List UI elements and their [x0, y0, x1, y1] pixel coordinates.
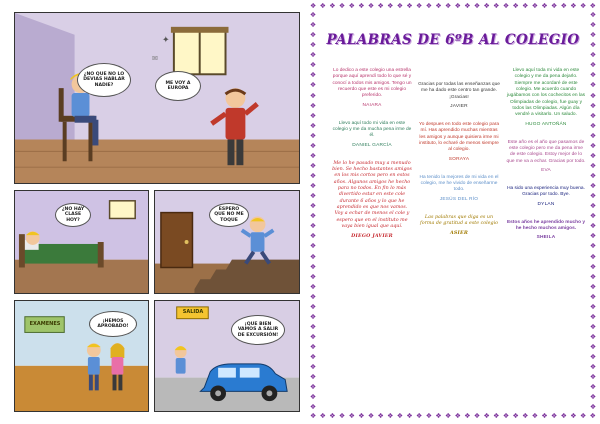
message-author: DYLAN: [537, 201, 555, 207]
border-ornament: ❖: [589, 183, 597, 191]
message-text: Yo despues en todo este colegio para mí. Has aprendido muchas mientras les amigos y aunque quisiera irme mi instituto, lo echaré de menos siempre al colegio.: [418, 121, 500, 153]
border-ornament: ❖: [589, 213, 597, 221]
border-ornament: ❖: [551, 3, 558, 10]
speech-bubble-left: ¿NO QUE NO LO DEVIAS HABLAR NADIE?: [77, 63, 131, 97]
border-ornament: ❖: [589, 102, 597, 110]
border-ornament: ❖: [309, 303, 317, 311]
message-author: JAVIER: [450, 103, 468, 109]
border-ornament: ❖: [589, 374, 597, 382]
border-ornament: ❖: [396, 413, 404, 420]
border-ornament: ❖: [473, 3, 481, 10]
border-ornament: ❖: [541, 3, 548, 10]
message-text: Llevo aquí todo mi vida en este colegio y me da mucha pena irme de él.: [332, 120, 412, 139]
car-trip-illustration: [155, 301, 299, 411]
border-ornament: ❖: [309, 404, 317, 412]
border-ornament: ❖: [309, 142, 317, 150]
border-ornament: ❖: [309, 203, 317, 211]
message-text: Gracias por todas las enseñanzas que me ha dado este centro tan grande. ¡Gracias!: [418, 82, 500, 100]
border-ornament: ❖: [309, 12, 317, 19]
border-ornament: ❖: [406, 413, 413, 420]
message-text: Este año es el año que pasamos de este colegio pero me da pena irme de este colegio. Estoy mejor de lo que me va a echar. Gracias por todo.: [506, 139, 586, 164]
border-ornament: ❖: [309, 243, 317, 251]
border-ornament: ❖: [560, 413, 567, 420]
border-ornament: ❖: [512, 413, 519, 420]
svg-text:✉: ✉: [152, 55, 158, 63]
border-ornament: ❖: [309, 253, 317, 261]
border-ornament: ❖: [541, 413, 548, 420]
border-ornament: ❖: [309, 132, 317, 140]
comic-panel-4: [14, 300, 149, 412]
exam-sign-label: EXAMENES: [29, 321, 61, 327]
border-ornament: ❖: [589, 253, 597, 261]
border-ornament: ❖: [589, 223, 597, 231]
border-ornament: ❖: [309, 334, 317, 341]
border-ornament: ❖: [522, 3, 529, 10]
border-ornament: ❖: [589, 413, 596, 420]
border-ornament: ❖: [493, 3, 500, 10]
border-ornament: ❖: [435, 413, 442, 420]
comic-panel-1: [14, 12, 300, 184]
border-ornament: ❖: [454, 3, 461, 10]
border-ornament: ❖: [358, 3, 365, 10]
border-ornament: ❖: [531, 413, 539, 420]
border-ornament: ❖: [589, 313, 597, 321]
border-ornament: ❖: [589, 162, 597, 170]
border-ornament: ❖: [425, 3, 432, 10]
border-ornament: ❖: [309, 193, 317, 201]
speech-bubble-right: ME VOY A EUROPA: [155, 71, 201, 101]
border-ornament: ❖: [589, 243, 597, 251]
border-ornament: ❖: [309, 152, 317, 160]
border-ornament: ❖: [309, 162, 317, 170]
border-ornament: ❖: [589, 384, 597, 392]
border-ornament: ❖: [309, 283, 317, 291]
message-entry: [506, 68, 586, 127]
border-ornament: ❖: [444, 413, 452, 420]
border-ornament: ❖: [589, 32, 597, 40]
border-ornament: ❖: [309, 344, 317, 352]
border-ornament: ❖: [570, 413, 577, 420]
border-ornament: ❖: [589, 72, 597, 80]
border-ornament: ❖: [589, 173, 597, 180]
message-text: Ha tenido la mejores de mi vida en el colegio, me he vivido de enseñarme todo.: [419, 174, 499, 193]
border-ornament: ❖: [377, 3, 384, 10]
border-ornament: ❖: [425, 413, 432, 420]
message-text: Lo dedico a este colegio una estrella porque aquí aprendí todo lo que sé y conocí a todos mis amigos. Tengo un recuerdo que este es mi colegio preferido.: [332, 68, 412, 99]
border-ornament: ❖: [309, 102, 317, 110]
border-ornament: ❖: [309, 223, 317, 231]
border-ornament: ❖: [367, 413, 375, 420]
border-ornament: ❖: [319, 3, 326, 10]
border-ornament: ❖: [387, 3, 394, 10]
border-ornament: ❖: [309, 263, 317, 271]
message-entry: [506, 186, 586, 207]
message-author: SHEILA: [536, 235, 556, 241]
border-ornament: ❖: [589, 52, 597, 60]
border-ornament: ❖: [589, 273, 597, 281]
border-ornament: ❖: [589, 62, 597, 70]
exit-sign-label: SALIDA: [182, 309, 204, 315]
message-author: JESÚS DEL RÍO: [439, 196, 479, 202]
border-ornament: ❖: [309, 82, 317, 90]
message-entry: [418, 175, 500, 202]
border-ornament: ❖: [473, 413, 481, 420]
message-author: HUGO ANTOÑÁN: [525, 121, 567, 127]
messages-column-2: [418, 66, 500, 410]
border-ornament: ❖: [309, 354, 317, 362]
message-author: ASIER: [449, 230, 469, 237]
decorative-border-top: [310, 3, 596, 11]
border-ornament: ❖: [589, 132, 597, 140]
message-entry: [332, 121, 412, 148]
border-ornament: ❖: [589, 364, 597, 372]
border-ornament: ❖: [589, 203, 597, 211]
border-ornament: ❖: [309, 213, 317, 221]
border-ornament: ❖: [483, 3, 490, 10]
border-ornament: ❖: [579, 3, 587, 10]
speech-bubble: ¡QUE BIEN VAMOS A SALIR DE EXCURSIÓN!: [231, 315, 285, 345]
border-ornament: ❖: [309, 72, 317, 80]
border-ornament: ❖: [416, 413, 423, 420]
border-ornament: ❖: [309, 273, 317, 281]
border-ornament: ❖: [309, 384, 317, 392]
border-ornament: ❖: [309, 394, 317, 402]
border-ornament: ❖: [579, 413, 587, 420]
comic-panel-3: [154, 190, 300, 294]
message-author: DIEGO JAVIER: [351, 233, 393, 240]
border-ornament: ❖: [310, 413, 317, 420]
message-author: NAIARA: [362, 102, 382, 108]
border-ornament: ❖: [338, 3, 346, 10]
border-ornament: ❖: [338, 413, 346, 420]
border-ornament: ❖: [589, 283, 597, 291]
border-ornament: ❖: [387, 413, 394, 420]
border-ornament: ❖: [309, 52, 317, 60]
message-entry: [506, 140, 586, 173]
border-ornament: ❖: [319, 413, 326, 420]
border-ornament: ❖: [329, 413, 336, 420]
comic-panel-5: [154, 300, 300, 412]
border-ornament: ❖: [309, 364, 317, 372]
border-ornament: ❖: [589, 293, 597, 301]
border-ornament: ❖: [309, 22, 317, 30]
border-ornament: ❖: [309, 62, 317, 70]
speech-bubble: ESPERO QUE NO ME TOQUE: [209, 203, 249, 227]
border-ornament: ❖: [377, 413, 384, 420]
message-entry: [506, 220, 586, 241]
border-ornament: ❖: [396, 3, 404, 10]
border-ornament: ❖: [367, 3, 375, 10]
border-ornament: ❖: [348, 413, 355, 420]
border-ornament: ❖: [589, 112, 597, 120]
border-ornament: ❖: [309, 374, 317, 382]
message-text: Llevo aquí toda mi vida en este colegio y me da pena dejarlo. Siempre me acordaré de este colegio. Me acuerdo cuando jugábamos con los cochecitos en las Olimpiadas de colegio, fue guay y todos las Olimpiadas. Algún día vendré a visitarlo. Un saludo.: [506, 68, 586, 118]
border-ornament: ❖: [589, 82, 597, 90]
comic-panel-2: [14, 190, 149, 294]
message-entry: [418, 122, 500, 162]
border-ornament: ❖: [589, 394, 597, 402]
svg-text:✦: ✦: [161, 34, 170, 45]
border-ornament: ❖: [309, 233, 317, 241]
border-ornament: ❖: [589, 22, 597, 30]
border-ornament: ❖: [309, 122, 317, 130]
message-author: DANIEL GARCÍA: [352, 142, 392, 148]
border-ornament: ❖: [309, 173, 317, 180]
border-ornament: ❖: [309, 323, 317, 331]
messages-column-3: [506, 66, 586, 410]
border-ornament: ❖: [310, 3, 317, 10]
border-ornament: ❖: [589, 12, 597, 19]
border-ornament: ❖: [483, 413, 490, 420]
speech-bubble: ¿NO HAY CLASE HOY?: [55, 203, 91, 227]
message-text: Ha sido una experiencia muy buena. Gracias por todo. Bye.: [507, 185, 585, 198]
decorative-border-bottom: [310, 413, 596, 421]
border-ornament: ❖: [444, 3, 452, 10]
message-author: SORAYA: [448, 156, 470, 162]
border-ornament: ❖: [309, 183, 317, 191]
border-ornament: ❖: [560, 3, 567, 10]
message-entry: [332, 161, 412, 240]
border-ornament: ❖: [309, 112, 317, 120]
border-ornament: ❖: [329, 3, 336, 10]
border-ornament: ❖: [589, 142, 597, 150]
speech-bubble: ¡HEMOS APROBADO!: [89, 311, 137, 337]
living-room-illustration: [15, 13, 299, 183]
messages-column-1: [332, 66, 412, 410]
border-ornament: ❖: [464, 413, 471, 420]
border-ornament: ❖: [416, 3, 423, 10]
border-ornament: ❖: [551, 413, 558, 420]
border-ornament: ❖: [589, 263, 597, 271]
border-ornament: ❖: [493, 413, 500, 420]
message-entry: [418, 215, 500, 237]
decorative-border-right: [589, 12, 597, 412]
border-ornament: ❖: [570, 3, 577, 10]
border-ornament: ❖: [309, 293, 317, 301]
page-title: PALABRAS DE 6ºB AL COLEGIO: [326, 32, 580, 48]
border-ornament: ❖: [309, 313, 317, 321]
border-ornament: ❖: [309, 42, 317, 50]
border-ornament: ❖: [589, 404, 597, 412]
border-ornament: ❖: [348, 3, 355, 10]
border-ornament: ❖: [464, 3, 471, 10]
border-ornament: ❖: [522, 413, 529, 420]
message-text: Estos años he aprendido mucho y he hecho muchos amigos.: [506, 219, 586, 231]
message-author: EVA: [541, 167, 551, 173]
border-ornament: ❖: [435, 3, 442, 10]
border-ornament: ❖: [589, 3, 596, 10]
border-ornament: ❖: [531, 3, 539, 10]
messages-page: [306, 0, 600, 424]
border-ornament: ❖: [589, 233, 597, 241]
border-ornament: ❖: [589, 354, 597, 362]
border-ornament: ❖: [512, 3, 519, 10]
message-text: Las palabras que diga es un forma de gratitud a este colegio: [419, 214, 499, 226]
border-ornament: ❖: [309, 32, 317, 40]
border-ornament: ❖: [589, 42, 597, 50]
border-ornament: ❖: [502, 413, 510, 420]
message-entry: [332, 68, 412, 108]
message-entry: [418, 82, 500, 109]
decorative-border-left: [309, 12, 317, 412]
border-ornament: ❖: [406, 3, 413, 10]
border-ornament: ❖: [589, 334, 597, 341]
border-ornament: ❖: [309, 92, 317, 100]
border-ornament: ❖: [589, 323, 597, 331]
border-ornament: ❖: [589, 193, 597, 201]
border-ornament: ❖: [589, 152, 597, 160]
border-ornament: ❖: [589, 92, 597, 100]
border-ornament: ❖: [358, 413, 365, 420]
border-ornament: ❖: [454, 413, 461, 420]
border-ornament: ❖: [589, 303, 597, 311]
border-ornament: ❖: [589, 344, 597, 352]
border-ornament: ❖: [502, 3, 510, 10]
message-text: Me lo he pasado muy a menudo bien. Se hecho bastantes amigos en los mis cortos pero en estos años. Algunos amigos he hecho para no todos. En fin lo más divertido estar en este cole durante 6 años y lo que he aprendido es que nos vamos. Voy a echar de menos el cole y espero que en el instituto me vaya bien igual que aquí.: [332, 160, 412, 229]
border-ornament: ❖: [589, 122, 597, 130]
